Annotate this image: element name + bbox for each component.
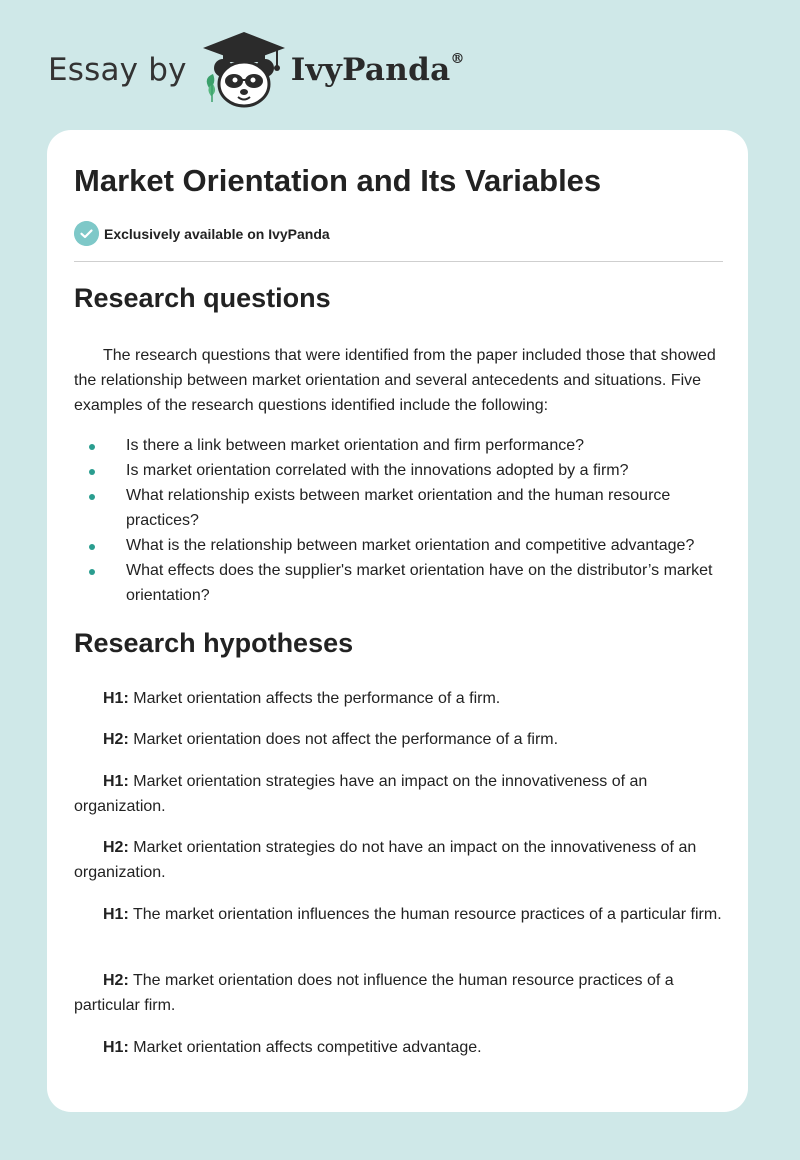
section-intro-paragraph: The research questions that were identified from the paper included those that showed the relationship between market orientation and several antecedents and situations. Five examples of the research questions identified include the following: bbox=[74, 347, 716, 414]
page-title: Market Orientation and Its Variables bbox=[74, 163, 602, 198]
hypothesis-paragraph: H2: The market orientation does not influence the human resource practices of a particular firm. bbox=[74, 972, 674, 1014]
bullet-icon bbox=[89, 494, 95, 500]
bullet-icon bbox=[89, 469, 95, 475]
divider bbox=[74, 261, 723, 262]
exclusive-badge bbox=[74, 221, 330, 246]
panda-logo-icon[interactable] bbox=[201, 30, 287, 110]
bullet-icon bbox=[89, 444, 95, 450]
section-heading-research-hypotheses: Research hypotheses bbox=[74, 628, 354, 658]
list-item: Is there a link between market orientation and firm performance? bbox=[74, 433, 723, 458]
section-heading-research-questions: Research questions bbox=[74, 283, 331, 313]
hypothesis-paragraph: H2: Market orientation does not affect the performance of a firm. bbox=[103, 731, 559, 748]
list-item: What relationship exists between market orientation and the human resource practices? bbox=[74, 483, 723, 533]
hypothesis-paragraph: H2: Market orientation strategies do not have an impact on the innovativeness of an organization. bbox=[74, 839, 697, 881]
check-icon bbox=[74, 221, 99, 246]
brand-name[interactable]: IvyPanda® bbox=[290, 50, 465, 88]
site-header bbox=[48, 30, 465, 110]
hypothesis-paragraph: H1: Market orientation strategies have an impact on the innovativeness of an organization. bbox=[74, 773, 648, 815]
hypothesis-paragraph: H1: The market orientation influences the human resource practices of a particular firm. bbox=[103, 906, 722, 923]
essay-by-label: Essay by bbox=[48, 52, 187, 88]
hypothesis-paragraph: H1: Market orientation affects competitive advantage. bbox=[103, 1039, 482, 1056]
hypothesis-paragraph: H1: Market orientation affects the performance of a firm. bbox=[103, 690, 501, 707]
bullet-icon bbox=[89, 544, 95, 550]
list-item: What is the relationship between market orientation and competitive advantage? bbox=[74, 533, 723, 558]
list-item: What effects does the supplier's market orientation have on the distributor’s market orientation? bbox=[74, 558, 723, 608]
list-item: Is market orientation correlated with the innovations adopted by a firm? bbox=[74, 458, 723, 483]
essay-card bbox=[47, 130, 748, 1112]
exclusive-label: Exclusively available on IvyPanda bbox=[104, 225, 330, 242]
bullet-icon bbox=[89, 569, 95, 575]
research-questions-list bbox=[74, 433, 723, 608]
